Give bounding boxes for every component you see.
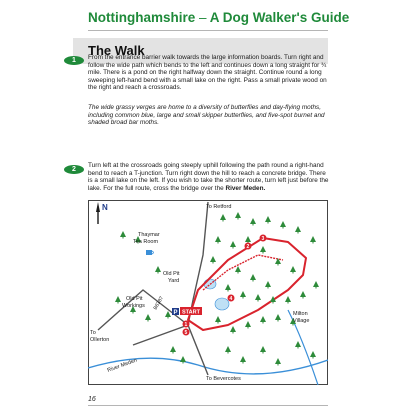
header-guide-title: A Dog Walker's Guide (209, 10, 350, 25)
label-milton: Milton (293, 311, 308, 317)
waypoint-1-number: 1 (184, 322, 188, 328)
label-old-pit-yard-2: Yard (168, 278, 180, 284)
waypoint-4-number: 4 (229, 296, 233, 302)
label-old-pit-workings-2: Workings (122, 303, 145, 309)
label-tea-room: Tea Room (133, 239, 159, 245)
header-separator: – (199, 10, 207, 25)
start-marker (180, 307, 202, 316)
label-to-bevercotes: To Bevercotes (206, 376, 241, 382)
label-old-pit-yard: Old Pit (163, 271, 180, 277)
map-frame (89, 201, 328, 385)
label-to: To (90, 330, 96, 336)
header-county: Nottinghamshire (88, 10, 196, 25)
parking-label: P (173, 310, 178, 316)
waypoint-2-number: 2 (246, 244, 250, 250)
header-rule (88, 30, 328, 31)
waypoint-5-number: 5 (184, 330, 188, 336)
label-village: Village (293, 318, 310, 324)
step-2-body: Turn left at the crossroads going steeply uphill following the path round a right-hand bend to reach a T-junction. Turn right down the hill to reach a concrete bridge. There is a small lake on the left. If you wish to take the shorter route, turn left just before the lake. For the full route, cross the bridge over the (88, 162, 329, 192)
page-number: 16 (88, 396, 96, 403)
label-old-pit-workings: Old Pit (126, 296, 143, 302)
wildlife-note: The wide grassy verges are home to a diversity of butterflies and day-flying moths, including common blue, large and small skipper butterflies, and five-spot burnet and shaded broad bar moths. (88, 104, 325, 126)
waypoint-3-number: 3 (261, 236, 265, 242)
step-2-badge: 2 (64, 165, 84, 174)
label-river-meden: River Meden (106, 357, 138, 374)
label-road-b6387: B6387 (152, 295, 165, 311)
step-1-text: From the entrance barrier walk towards the large information boards. Turn right and follow the wide path which bends to the left and continues down a long straight for ¾ mile. There is a pond on the right halfway down the straight. Continue round a long sweeping left-hand bend with a small lake on the right. Pass a small private wood on the right and reach a crossroads. (88, 54, 327, 91)
label-to-retford: To Retford (206, 204, 232, 210)
lake (215, 298, 229, 310)
walk-map (88, 200, 328, 385)
step-2-river: River Meden. (225, 184, 266, 192)
start-label: START (182, 309, 200, 316)
north-label: N (102, 203, 108, 212)
step-1-badge: 1 (64, 56, 84, 65)
parking-icon (172, 308, 179, 316)
label-ollerton: Ollerton (90, 337, 110, 343)
section-title: The Walk (88, 43, 145, 58)
label-thaymar: Thaymar (138, 232, 160, 238)
footer-rule (88, 405, 328, 406)
step-2-text (88, 162, 332, 192)
running-header (88, 10, 349, 25)
